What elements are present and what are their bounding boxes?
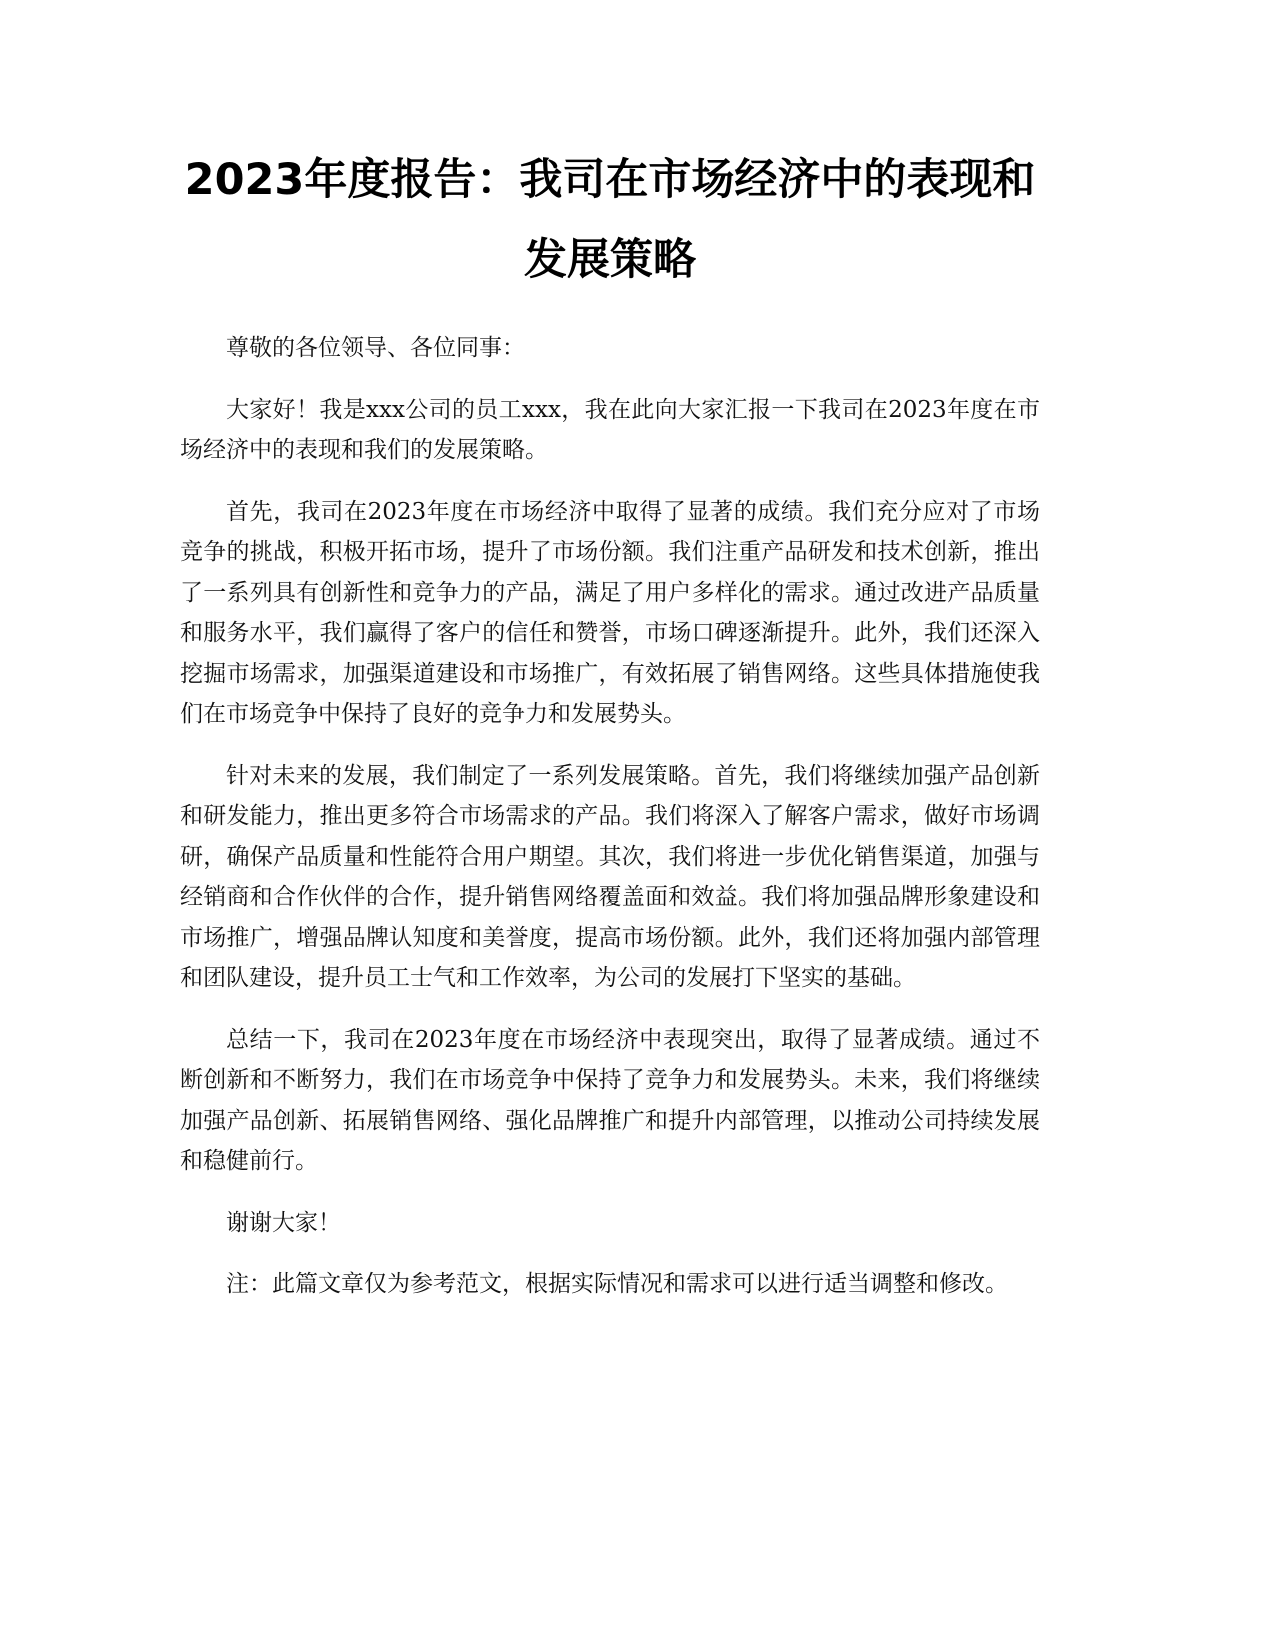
- performance-paragraph: 首先，我司在2023年度在市场经济中取得了显著的成绩。我们充分应对了市场竞争的挑战，积极开拓市场，提升了市场份额。我们注重产品研发和技术创新，推出了一系列具有创新性和竞争力的产品，满足了用户多样化的需求。通过改进产品质量和服务水平，我们赢得了客户的信任和赞誉，市场口碑逐渐提升。此外，我们还深入挖掘市场需求，加强渠道建设和市场推广，有效拓展了销售网络。这些具体措施使我们在市场竞争中保持了良好的竞争力和发展势头。: [180, 498, 1040, 727]
- document-page: [180, 0, 1040, 1650]
- title-line-2: 发展策略: [524, 235, 696, 285]
- thanks-paragraph: 谢谢大家！: [226, 1209, 341, 1236]
- note-paragraph: 注：此篇文章仅为参考范文，根据实际情况和需求可以进行适当调整和修改。: [226, 1271, 1008, 1297]
- greeting-paragraph: 尊敬的各位领导、各位同事：: [226, 335, 525, 361]
- document-body: [180, 328, 1040, 1305]
- document-title: [180, 140, 1040, 300]
- title-line-1: 2023年度报告：我司在市场经济中的表现和: [184, 155, 1036, 205]
- summary-paragraph: 总结一下，我司在2023年度在市场经济中表现突出，取得了显著成绩。通过不断创新和不断努力，我们在市场竞争中保持了竞争力和发展势头。未来，我们将继续加强产品创新、拓展销售网络、强化品牌推广和提升内部管理，以推动公司持续发展和稳健前行。: [180, 1026, 1040, 1174]
- strategy-paragraph: 针对未来的发展，我们制定了一系列发展策略。首先，我们将继续加强产品创新和研发能力，推出更多符合市场需求的产品。我们将深入了解客户需求，做好市场调研，确保产品质量和性能符合用户期望。其次，我们将进一步优化销售渠道，加强与经销商和合作伙伴的合作，提升销售网络覆盖面和效益。我们将加强品牌形象建设和市场推广，增强品牌认知度和美誉度，提高市场份额。此外，我们还将加强内部管理和团队建设，提升员工士气和工作效率，为公司的发展打下坚实的基础。: [180, 762, 1040, 991]
- intro-paragraph: 大家好！我是xxx公司的员工xxx，我在此向大家汇报一下我司在2023年度在市场经济中的表现和我们的发展策略。: [180, 396, 1040, 463]
